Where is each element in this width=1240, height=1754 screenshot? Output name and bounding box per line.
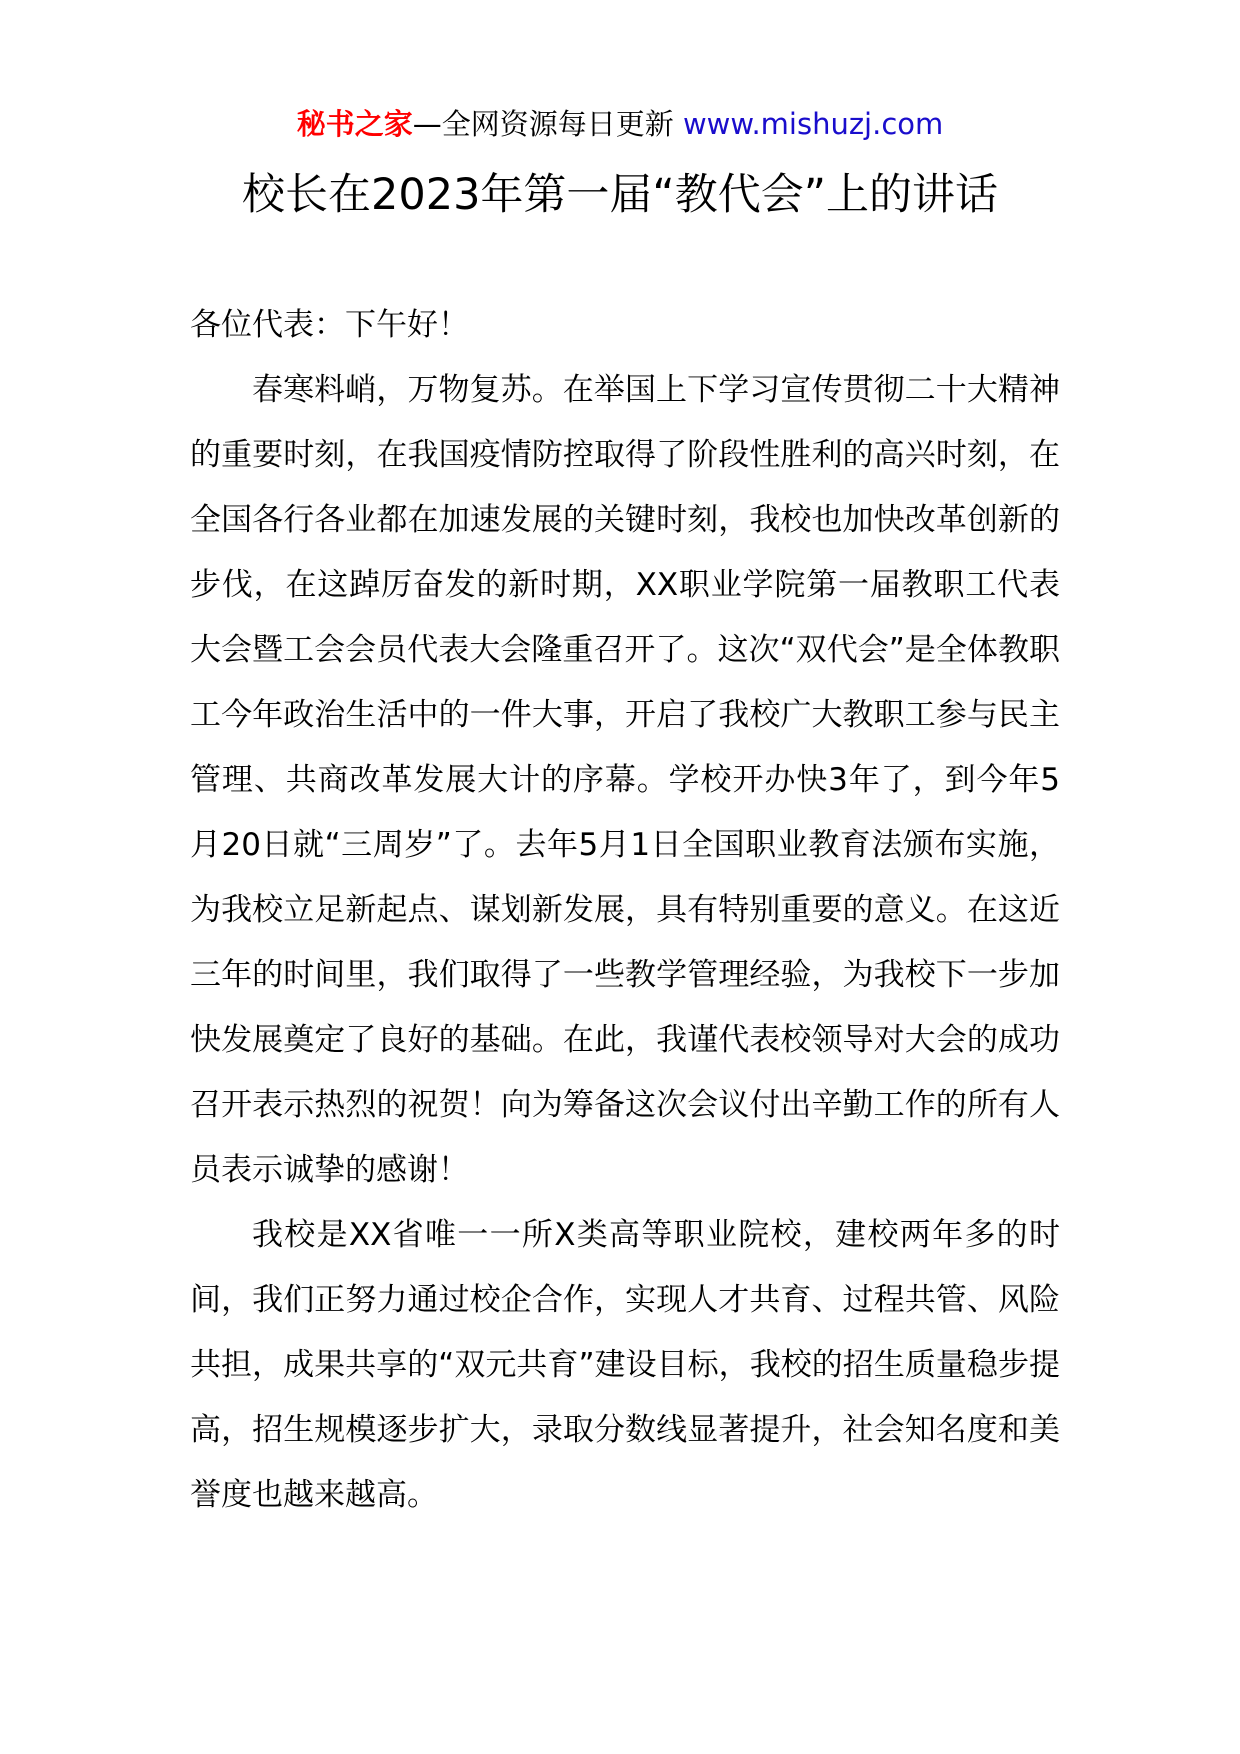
document-body xyxy=(190,293,1060,1528)
site-slogan: —全网资源每日更新 xyxy=(412,107,674,141)
site-header xyxy=(0,100,1240,148)
salutation: 各位代表：下午好！ xyxy=(190,307,469,343)
document-title: 校长在2023年第一届“教代会”上的讲话 xyxy=(242,170,998,220)
paragraph-1: 春寒料峭，万物复苏。在举国上下学习宣传贯彻二十大精神的重要时刻，在我国疫情防控取得了阶段性胜利的高兴时刻，在全国各行各业都在加速发展的关键时刻，我校也加快改革创新的步伐，在这踔厉奋发的新时期，XX职业学院第一届教职工代表大会暨工会会员代表大会隆重召开了。这次“双代会”是全体教职工今年政治生活中的一件大事，开启了我校广大教职工参与民主管理、共商改革发展大计的序幕。学校开办快3年了，到今年5月20日就“三周岁”了。去年5月1日全国职业教育法颁布实施，为我校立足新起点、谋划新发展，具有特别重要的意义。在这近三年的时间里，我们取得了一些教学管理经验，为我校下一步加快发展奠定了良好的基础。在此，我谨代表校领导对大会的成功召开表示热烈的祝贺！向为筹备这次会议付出辛勤工作的所有人员表示诚挚的感谢！ xyxy=(190,372,1060,1188)
paragraph-2: 我校是XX省唯一一所X类高等职业院校，建校两年多的时间，我们正努力通过校企合作，实现人才共育、过程共管、风险共担，成果共享的“双元共育”建设目标，我校的招生质量稳步提高，招生规模逐步扩大，录取分数线显著提升，社会知名度和美誉度也越来越高。 xyxy=(190,1217,1060,1513)
site-url-link[interactable]: www.mishuzj.com xyxy=(682,107,944,141)
brand-name: 秘书之家 xyxy=(296,107,413,141)
